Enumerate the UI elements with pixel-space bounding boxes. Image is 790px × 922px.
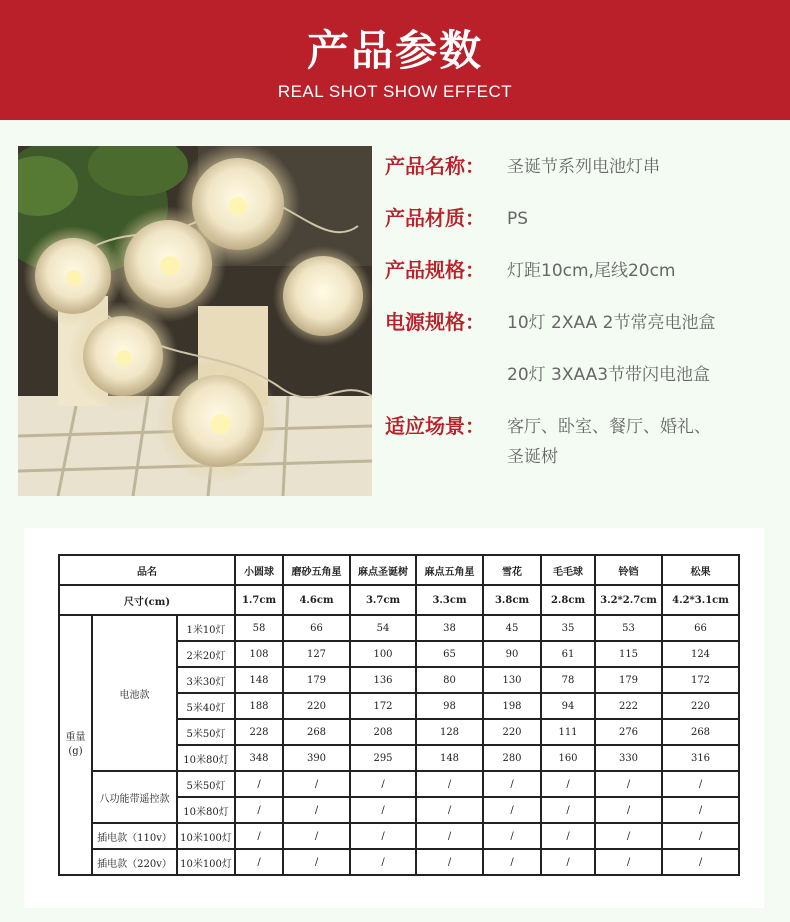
value-cell: 276: [595, 719, 662, 745]
value-cell: /: [483, 849, 541, 875]
value-cell: /: [283, 849, 350, 875]
value-cell: 220: [662, 693, 739, 719]
spec-cell: 5米50灯: [177, 719, 235, 745]
value-cell: 58: [235, 615, 283, 641]
spec-table: [58, 554, 740, 876]
value-cell: /: [235, 849, 283, 875]
value-cell: 172: [350, 693, 416, 719]
value-cell: 98: [416, 693, 483, 719]
spec-cell: 3米30灯: [177, 667, 235, 693]
group-name-cell: 八功能带遥控款: [92, 771, 177, 823]
value-cell: 295: [350, 745, 416, 771]
value-cell: 179: [283, 667, 350, 693]
param-value: PS: [507, 209, 529, 229]
page-subtitle: REAL SHOT SHOW EFFECT: [277, 82, 513, 101]
size-cell: 2.8cm: [541, 585, 595, 615]
value-cell: /: [235, 823, 283, 849]
value-cell: /: [283, 823, 350, 849]
value-cell: 330: [595, 745, 662, 771]
value-cell: /: [595, 771, 662, 797]
value-cell: /: [483, 823, 541, 849]
value-cell: 172: [662, 667, 739, 693]
param-value: 客厅、卧室、餐厅、婚礼、圣诞树: [507, 417, 711, 467]
size-cell: 4.6cm: [283, 585, 350, 615]
product-name-cell: 麻点五角星: [416, 555, 483, 585]
value-cell: /: [662, 849, 739, 875]
header-cell-name: 品名: [59, 555, 235, 585]
value-cell: /: [235, 771, 283, 797]
value-cell: 90: [483, 641, 541, 667]
product-name-cell: 松果: [662, 555, 739, 585]
value-cell: 65: [416, 641, 483, 667]
value-cell: 280: [483, 745, 541, 771]
value-cell: 220: [483, 719, 541, 745]
value-cell: 61: [541, 641, 595, 667]
table-size-row: [59, 585, 739, 615]
group-name-cell: 插电款（110v）: [92, 823, 177, 849]
value-cell: /: [350, 771, 416, 797]
value-cell: 80: [416, 667, 483, 693]
value-cell: 54: [350, 615, 416, 641]
param-value: 圣诞节系列电池灯串: [507, 157, 660, 177]
value-cell: 179: [595, 667, 662, 693]
product-name-cell: 小圆球: [235, 555, 283, 585]
value-cell: 115: [595, 641, 662, 667]
size-cell: 4.2*3.1cm: [662, 585, 739, 615]
param-label: 产品规格：: [385, 258, 485, 282]
value-cell: 78: [541, 667, 595, 693]
spec-cell: 1米10灯: [177, 615, 235, 641]
weight-label: 重量(g): [65, 732, 86, 757]
value-cell: 66: [283, 615, 350, 641]
spec-cell: 10米80灯: [177, 797, 235, 823]
value-cell: 188: [235, 693, 283, 719]
param-label: 产品材质：: [385, 206, 485, 230]
product-name-cell: 铃铛: [595, 555, 662, 585]
value-cell: 348: [235, 745, 283, 771]
header-banner: [0, 0, 790, 120]
spec-cell: 2米20灯: [177, 641, 235, 667]
table-row: [59, 771, 739, 797]
value-cell: 268: [283, 719, 350, 745]
value-cell: /: [541, 823, 595, 849]
value-cell: /: [350, 849, 416, 875]
value-cell: 222: [595, 693, 662, 719]
group-name-cell: 插电款（220v）: [92, 849, 177, 875]
value-cell: 94: [541, 693, 595, 719]
value-cell: /: [595, 823, 662, 849]
value-cell: 111: [541, 719, 595, 745]
param-value: 灯距10cm,尾线20cm: [507, 261, 676, 281]
value-cell: 390: [283, 745, 350, 771]
value-cell: /: [416, 771, 483, 797]
value-cell: 124: [662, 641, 739, 667]
value-cell: /: [416, 823, 483, 849]
size-cell: 3.8cm: [483, 585, 541, 615]
value-cell: /: [595, 849, 662, 875]
value-cell: /: [595, 797, 662, 823]
value-cell: /: [541, 849, 595, 875]
value-cell: 148: [416, 745, 483, 771]
value-cell: 148: [235, 667, 283, 693]
group-name-cell: 电池款: [92, 615, 177, 771]
value-cell: 208: [350, 719, 416, 745]
value-cell: /: [283, 797, 350, 823]
value-cell: /: [662, 797, 739, 823]
param-label: 电源规格：: [385, 310, 485, 334]
product-photo: [18, 146, 372, 496]
value-cell: /: [350, 797, 416, 823]
table-row: [59, 849, 739, 875]
value-cell: 35: [541, 615, 595, 641]
product-name-cell: 磨砂五角星: [283, 555, 350, 585]
value-cell: 160: [541, 745, 595, 771]
spec-cell: 5米50灯: [177, 771, 235, 797]
param-label: 产品名称：: [385, 154, 485, 178]
value-cell: 220: [283, 693, 350, 719]
value-cell: 66: [662, 615, 739, 641]
value-cell: /: [416, 849, 483, 875]
param-value: 20灯 3XAA3节带闪电池盒: [507, 365, 711, 385]
product-name-cell: 毛毛球: [541, 555, 595, 585]
table-row: [59, 823, 739, 849]
page-title: 产品参数: [306, 26, 483, 75]
value-cell: 228: [235, 719, 283, 745]
value-cell: /: [541, 797, 595, 823]
value-cell: 136: [350, 667, 416, 693]
value-cell: 38: [416, 615, 483, 641]
product-name-cell: 麻点圣诞树: [350, 555, 416, 585]
spec-table-panel: [24, 528, 764, 908]
header-cell-size: 尺寸(cm): [59, 585, 235, 615]
value-cell: 128: [416, 719, 483, 745]
value-cell: /: [662, 771, 739, 797]
param-value: 10灯 2XAA 2节常亮电池盒: [507, 313, 716, 333]
value-cell: 268: [662, 719, 739, 745]
spec-cell: 10米80灯: [177, 745, 235, 771]
value-cell: 198: [483, 693, 541, 719]
spec-cell: 5米40灯: [177, 693, 235, 719]
value-cell: /: [483, 797, 541, 823]
value-cell: /: [416, 797, 483, 823]
value-cell: /: [483, 771, 541, 797]
value-cell: 127: [283, 641, 350, 667]
spec-cell: 10米100灯: [177, 849, 235, 875]
value-cell: 53: [595, 615, 662, 641]
param-label: 适应场景：: [385, 414, 485, 438]
spec-cell: 10米100灯: [177, 823, 235, 849]
value-cell: /: [235, 797, 283, 823]
product-name-cell: 雪花: [483, 555, 541, 585]
size-cell: 3.2*2.7cm: [595, 585, 662, 615]
value-cell: 130: [483, 667, 541, 693]
value-cell: 100: [350, 641, 416, 667]
size-cell: 3.7cm: [350, 585, 416, 615]
value-cell: /: [541, 771, 595, 797]
value-cell: /: [350, 823, 416, 849]
table-header-row: [59, 555, 739, 585]
value-cell: 316: [662, 745, 739, 771]
size-cell: 1.7cm: [235, 585, 283, 615]
size-cell: 3.3cm: [416, 585, 483, 615]
value-cell: 45: [483, 615, 541, 641]
value-cell: /: [283, 771, 350, 797]
value-cell: /: [662, 823, 739, 849]
value-cell: 108: [235, 641, 283, 667]
table-row: [59, 615, 739, 641]
